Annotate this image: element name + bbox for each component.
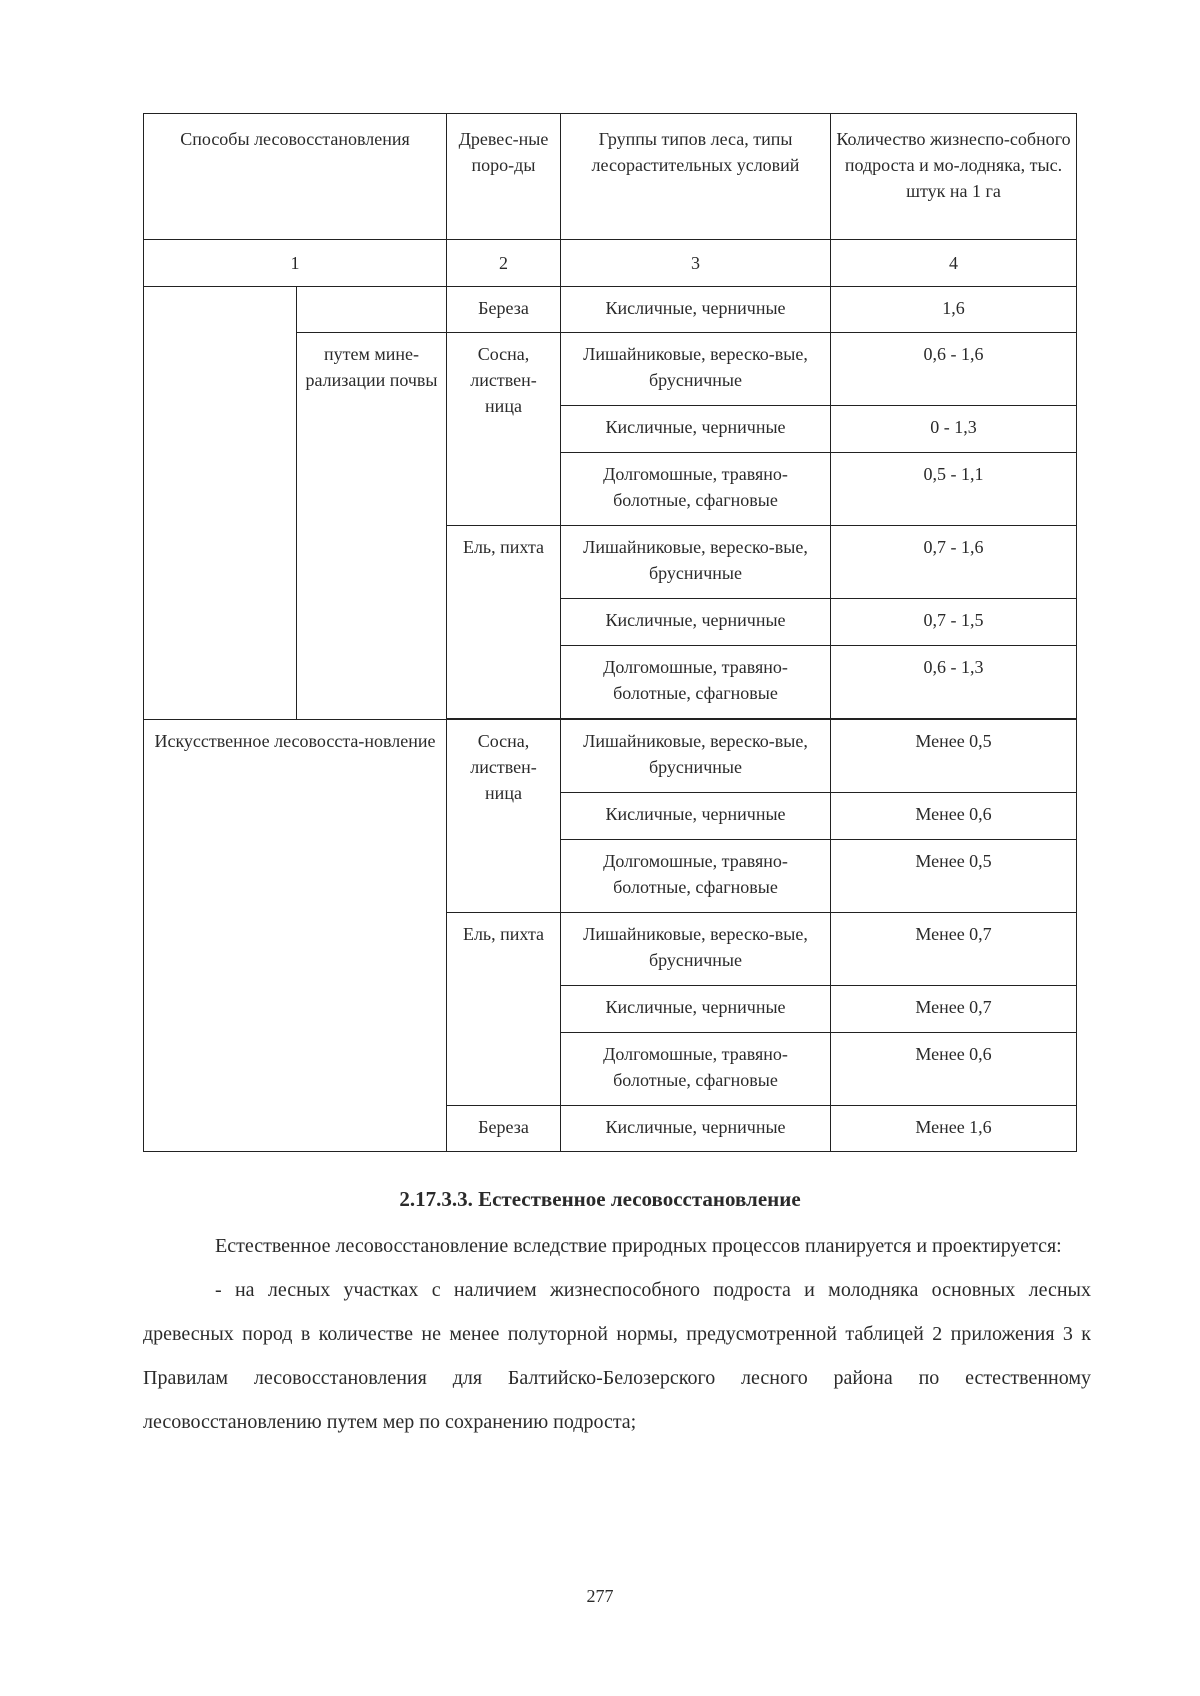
species-cell: Ель, пихта [447,526,561,719]
value-cell: 0,7 - 1,6 [831,526,1077,599]
value-cell: 0,6 - 1,3 [831,646,1077,719]
forest-type-cell: Кисличные, черничные [561,406,831,453]
header-quantity: Количество жизнеспо-собного подроста и мо-лодняка, тыс. штук на 1 га [831,114,1077,240]
reforestation-table [143,113,1077,1152]
header-methods: Способы лесовосстановления [144,114,447,240]
page-number: 277 [586,1586,614,1606]
header-forest-types: Группы типов леса, типы лесорастительных условий [561,114,831,240]
value-cell: 0,6 - 1,6 [831,333,1077,406]
column-number-row [144,240,1077,287]
value-cell: Менее 0,5 [831,840,1077,913]
value-cell: Менее 0,5 [831,720,1077,793]
body-text [143,1224,1091,1444]
forest-type-cell: Лишайниковые, вереско-вые, брусничные [561,333,831,406]
column-number: 2 [447,240,561,287]
value-cell: Менее 1,6 [831,1106,1077,1152]
forest-type-cell: Долгомошные, травяно-болотные, сфагновые [561,840,831,913]
paragraph: - на лесных участках с наличием жизнеспособного подроста и молодняка основных лесных древесных пород в количестве не менее полуторной нормы, предусмотренной таблицей 2 приложения 3 к Правилам лесовосстановления для Балтийско-Белозерского лесного района по естественному лесовосстановлению путем мер по сохранению подроста; [143,1279,1091,1433]
value-cell: Менее 0,6 [831,793,1077,840]
forest-type-cell: Долгомошные, травяно-болотные, сфагновые [561,646,831,719]
section-heading: 2.17.3.3. Естественное лесовосстановление [399,1187,801,1211]
table-row [144,720,1077,793]
method-subcell-empty [297,287,447,333]
value-cell: 0,5 - 1,1 [831,453,1077,526]
forest-type-cell: Долгомошные, травяно-болотные, сфагновые [561,1033,831,1106]
method-artificial: Искусственное лесовосста-новление [144,720,447,1152]
species-cell: Береза [447,1106,561,1152]
paragraph: Естественное лесовосстановление вследствие природных процессов планируется и проектируется: [215,1235,1062,1257]
forest-type-cell: Кисличные, черничные [561,599,831,646]
forest-type-cell: Долгомошные, травяно-болотные, сфагновые [561,453,831,526]
table-header-row [144,114,1077,240]
forest-type-cell: Лишайниковые, вереско-вые, брусничные [561,913,831,986]
species-cell: Сосна, листвен-ница [447,720,561,913]
table-row [144,287,1077,333]
value-cell: 0 - 1,3 [831,406,1077,453]
forest-type-cell: Кисличные, черничные [561,793,831,840]
forest-type-cell: Лишайниковые, вереско-вые, брусничные [561,526,831,599]
column-number: 3 [561,240,831,287]
forest-type-cell: Кисличные, черничные [561,287,831,333]
value-cell: Менее 0,7 [831,913,1077,986]
column-number: 4 [831,240,1077,287]
forest-type-cell: Кисличные, черничные [561,986,831,1033]
method-mineralization: путем мине-рализации почвы [297,333,447,720]
header-species: Древес-ные поро-ды [447,114,561,240]
forest-type-cell: Лишайниковые, вереско-вые, брусничные [561,720,831,793]
value-cell: 0,7 - 1,5 [831,599,1077,646]
method-cell-empty [144,287,297,720]
species-cell: Сосна, листвен-ница [447,333,561,526]
column-number: 1 [144,240,447,287]
forest-type-cell: Кисличные, черничные [561,1106,831,1152]
value-cell: 1,6 [831,287,1077,333]
species-cell: Береза [447,287,561,333]
value-cell: Менее 0,7 [831,986,1077,1033]
value-cell: Менее 0,6 [831,1033,1077,1106]
species-cell: Ель, пихта [447,913,561,1106]
